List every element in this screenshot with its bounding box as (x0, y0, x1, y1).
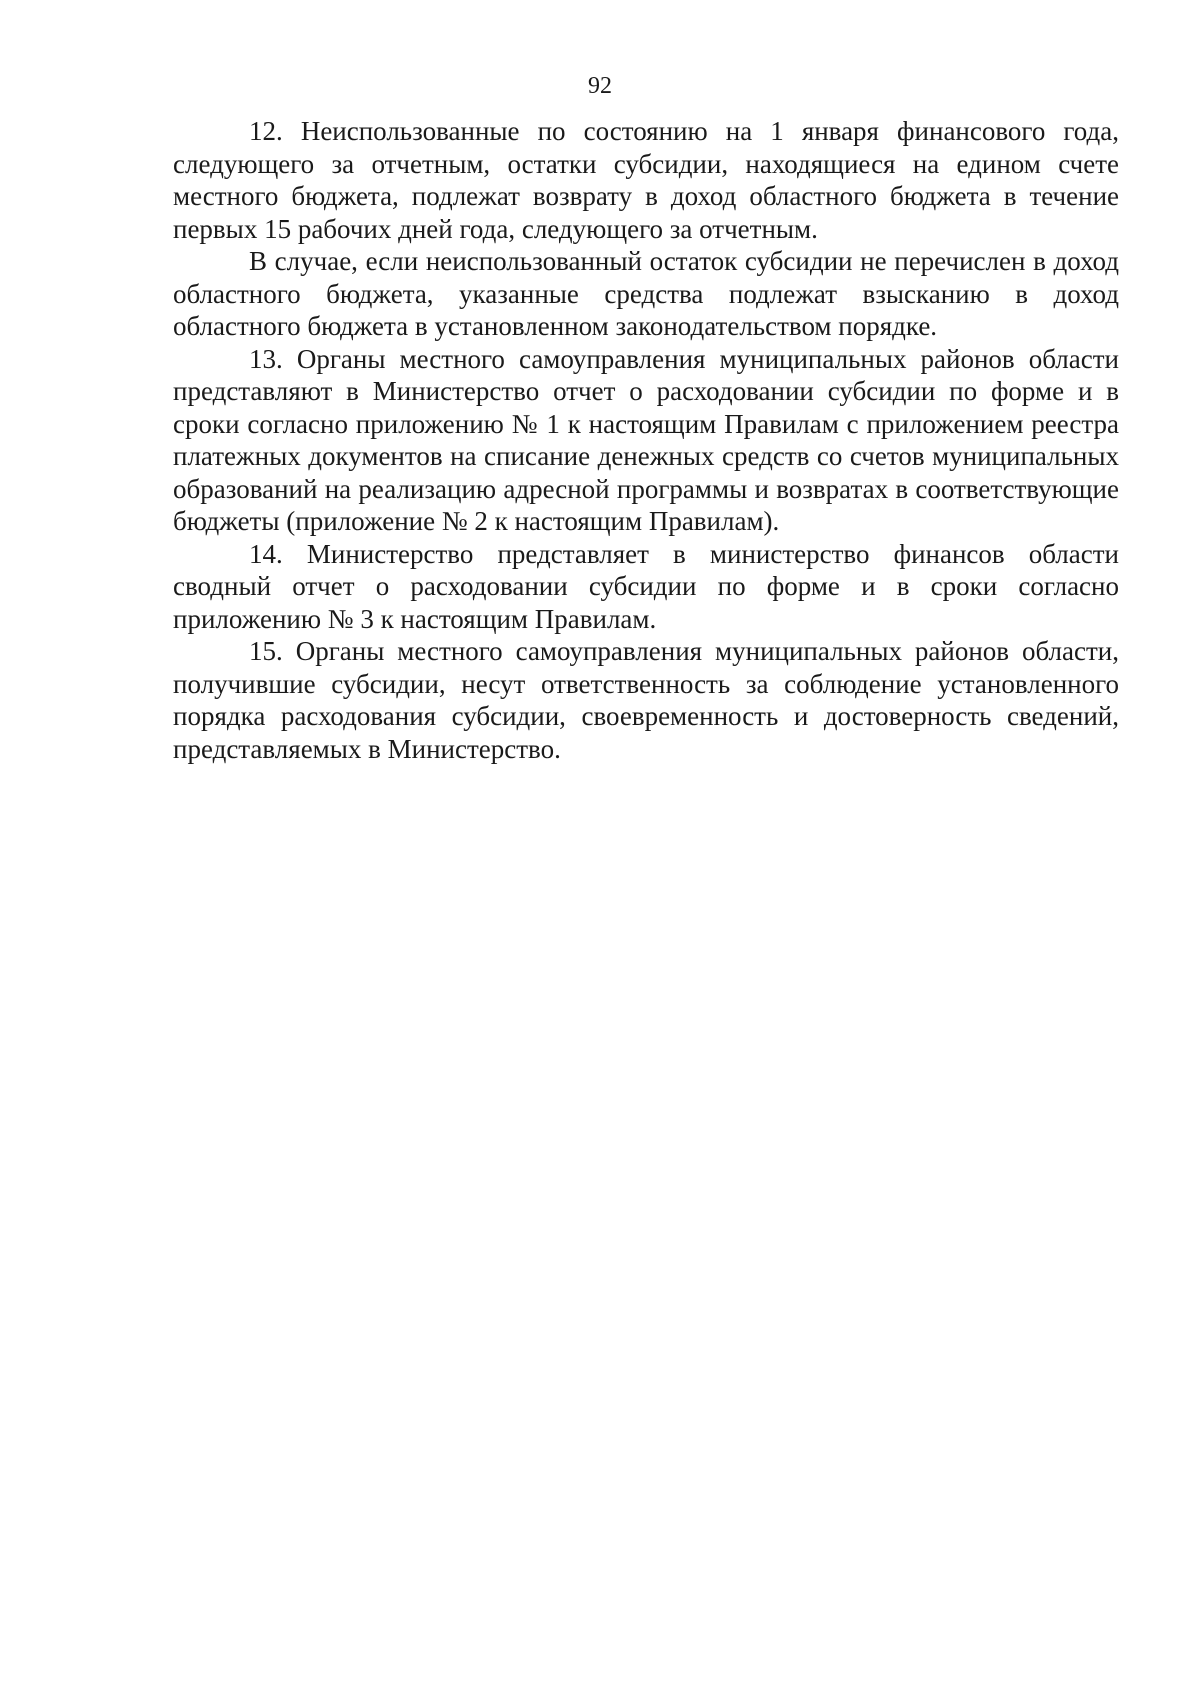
paragraph-12: 12. Неиспользованные по состоянию на 1 января финансового года, следующего за отчетным, остатки субсидии, находящиеся на едином счете местного бюджета, подлежат возврату в доход областного бюджета в течение первых 15 рабочих дней года, следующего за отчетным. (173, 116, 1119, 244)
paragraph-12-continuation: В случае, если неиспользованный остаток субсидии не перечислен в доход областного бюджета, указанные средства подлежат взысканию в доход областного бюджета в установленном законодательством порядке. (173, 246, 1119, 341)
paragraph-13: 13. Органы местного самоуправления муниципальных районов области представляют в Министерство отчет о расходовании субсидии по форме и в сроки согласно приложению № 1 к настоящим Правилам с приложением реестра платежных документов на списание денежных средств со счетов муниципальных образований на реализацию адресной программы и возвратах в соответствующие бюджеты (приложение № 2 к настоящим Правилам). (173, 343, 1119, 536)
page-number: 92 (588, 73, 612, 99)
paragraph-15: 15. Органы местного самоуправления муниципальных районов области, получившие субсидии, несут ответственность за соблюдение установленного порядка расходования субсидии, своевременность и достоверность сведений, представляемых в Министерство. (173, 636, 1119, 764)
paragraph-14: 14. Министерство представляет в министерство финансов области сводный отчет о расходовании субсидии по форме и в сроки согласно приложению № 3 к настоящим Правилам. (173, 538, 1119, 634)
document-body (173, 115, 1119, 765)
